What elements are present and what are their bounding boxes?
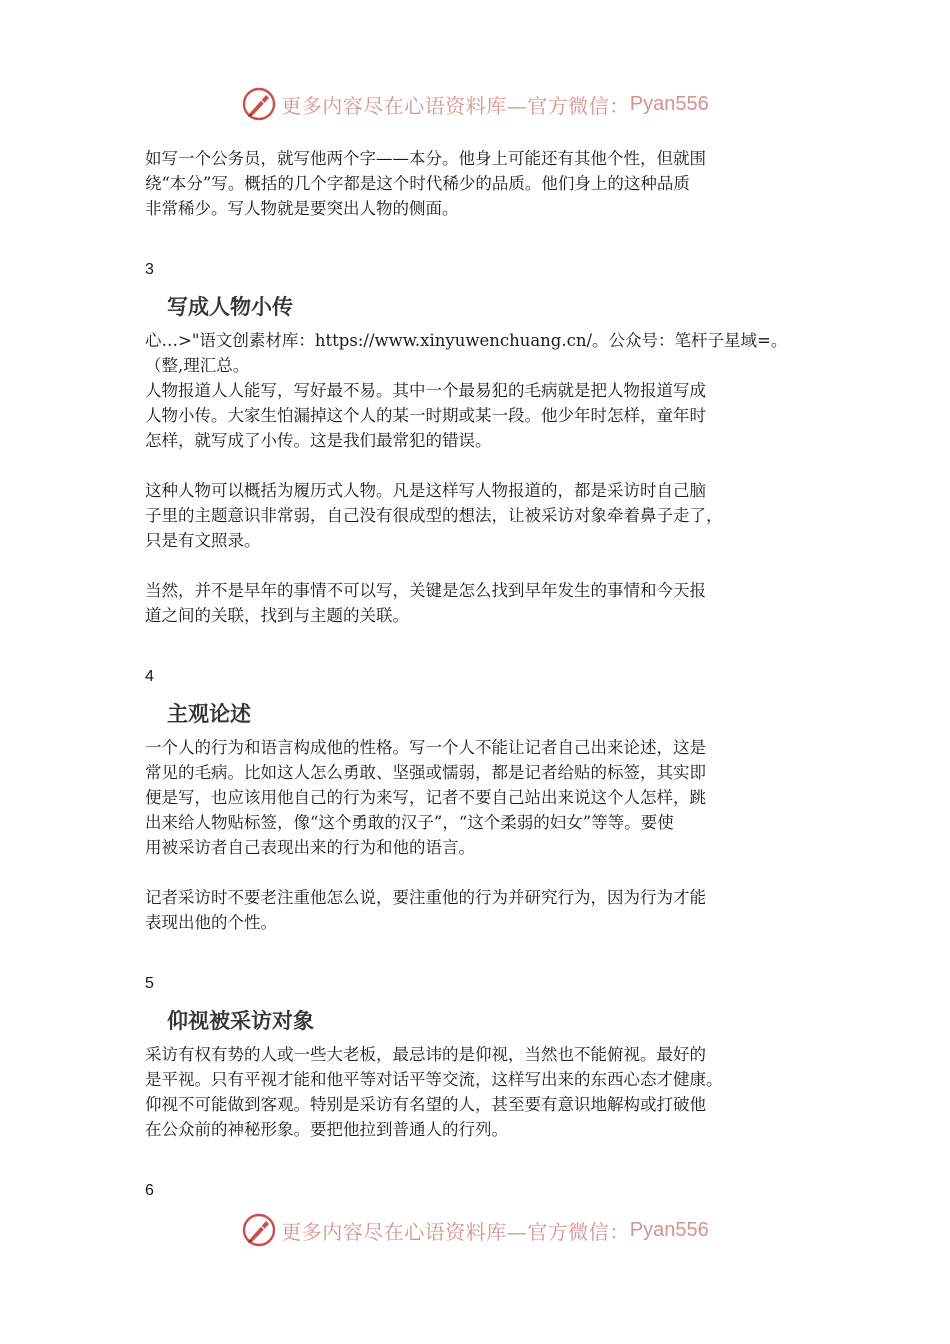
- spacer: [145, 935, 825, 960]
- quill-logo-icon: [241, 1212, 277, 1248]
- section-number: 6: [145, 1182, 154, 1199]
- section-paragraph: 记者采访时不要老注重他怎么说，要注重他的行为并研究行为，因为行为才能 表现出他的个性。: [145, 888, 706, 932]
- footer-banner: [0, 1210, 950, 1250]
- spacer: [145, 860, 825, 885]
- intro-paragraph: 如写一个公务员，就写他两个字——本分。他身上可能还有其他个性，但就围 绕“本分”写。概括的几个字都是这个时代稀少的品质。他们身上的这种品质 非常稀少。写人物就是要突出人物的侧面。: [145, 149, 706, 218]
- section-paragraph: 一个人的行为和语言构成他的性格。写一个人不能让记者自己出来论述，这是 常见的毛病。比如这人怎么勇敢、坚强或懦弱，都是记者给贴的标签，其实即 便是写，也应该用他自己的行为来写，记者不要自己站出来说这个人怎样，跳 出来给人物贴标签，像“这个勇敢的汉子”，“这个柔弱的妇女”等等。要使 用被采访者自己表现出来的行为和他的语言。: [145, 738, 706, 857]
- spacer: [145, 628, 825, 653]
- section-paragraph: 这种人物可以概括为履历式人物。凡是这样写人物报道的，都是采访时自己脑 子里的主题意识非常弱，自己没有很成型的想法，让被采访对象牵着鼻子走了， 只是有文照录。: [145, 481, 723, 550]
- section-number: 4: [145, 668, 154, 685]
- header-banner: [0, 84, 950, 124]
- header-banner-id: Pyan556: [629, 92, 709, 115]
- spacer: [145, 453, 825, 478]
- section-paragraph: 当然，并不是早年的事情不可以写，关键是怎么找到早年发生的事情和今天报 道之间的关联，找到与主题的关联。: [145, 581, 706, 625]
- document-body: [145, 146, 825, 1201]
- quill-logo-icon: [241, 86, 277, 122]
- footer-banner-text: 更多内容尽在心语资料库—官方微信：: [281, 1219, 630, 1244]
- spacer: [145, 553, 825, 578]
- spacer: [145, 1142, 825, 1167]
- section-number: 5: [145, 975, 154, 992]
- section-paragraph: 心…>"语文创素材库：https://www.xinyuwenchuang.cn/。公众号：笔杆子星域=。 （整,理汇总。 人物报道人人能写，写好最不易。其中一个最易犯的毛病就是把人物报道写成 人物小传。大家生怕漏掉这个人的某一时期或某一段。他少年时怎样，童年时 怎样，就写成了小传。这是我们最常犯的错误。: [145, 331, 788, 450]
- section-title: 仰视被采访对象: [167, 1009, 314, 1033]
- spacer: [145, 221, 825, 246]
- header-banner-text: 更多内容尽在心语资料库—官方微信：: [281, 93, 630, 118]
- section-paragraph: 采访有权有势的人或一些大老板，最忌讳的是仰视，当然也不能俯视。最好的 是平视。只有平视才能和他平等对话平等交流，这样写出来的东西心态才健康。 仰视不可能做到客观。特别是采访有名望的人，甚至要有意识地解构或打破他 在公众前的神秘形象。要把他拉到普通人的行列。: [145, 1045, 723, 1139]
- footer-banner-id: Pyan556: [629, 1218, 709, 1241]
- section-number: 3: [145, 261, 154, 278]
- section-title: 写成人物小传: [167, 295, 293, 319]
- section-title: 主观论述: [167, 702, 251, 726]
